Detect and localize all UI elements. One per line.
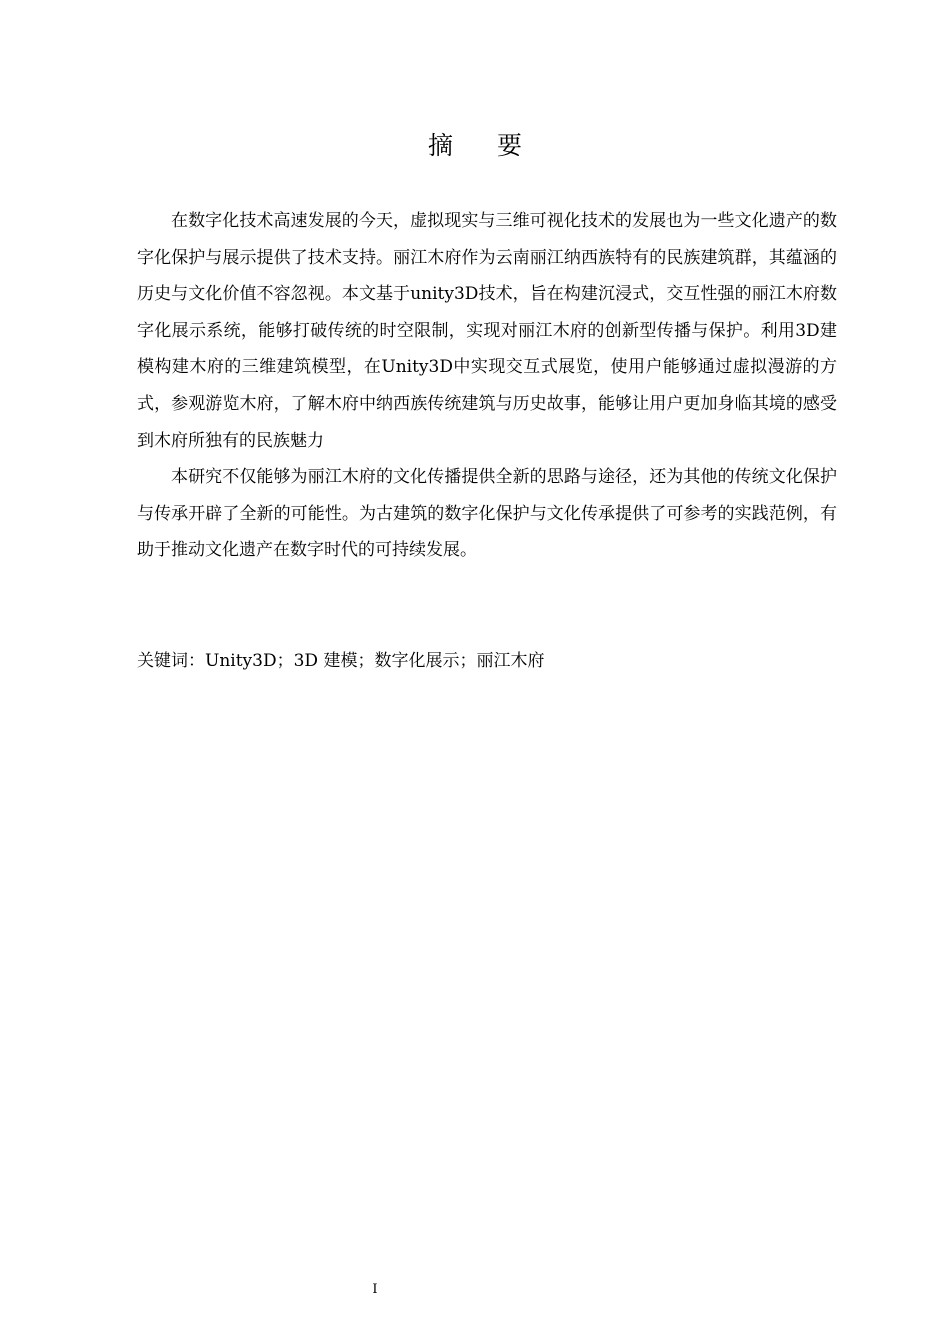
abstract-paragraph-2: 本研究不仅能够为丽江木府的文化传播提供全新的思路与途径，还为其他的传统文化保护与传承开辟了全新的可能性。为古建筑的数字化保护与文化传承提供了可参考的实践范例，有助于推动文化遗产在数字时代的可持续发展。 (137, 467, 837, 561)
page-number: I (372, 1282, 378, 1297)
abstract-title: 摘要 (427, 131, 566, 160)
abstract-body (137, 203, 837, 569)
keywords-line (137, 643, 837, 679)
abstract-paragraph-1: 在数字化技术高速发展的今天，虚拟现实与三维可视化技术的发展也为一些文化遗产的数字化保护与展示提供了技术支持。丽江木府作为云南丽江纳西族特有的民族建筑群，其蕴涵的历史与文化价值不容忽视。本文基于unity3D技术，旨在构建沉浸式，交互性强的丽江木府数字化展示系统，能够打破传统的时空限制，实现对丽江木府的创新型传播与保护。利用3D建模构建木府的三维建筑模型，在Unity3D中实现交互式展览，使用户能够通过虚拟漫游的方式，参观游览木府，了解木府中纳西族传统建筑与历史故事，能够让用户更加身临其境的感受到木府所独有的民族魅力 (137, 211, 837, 451)
keywords-text: Unity3D；3D 建模；数字化展示；丽江木府 (205, 651, 545, 671)
keywords-label: 关键词： (137, 651, 205, 671)
